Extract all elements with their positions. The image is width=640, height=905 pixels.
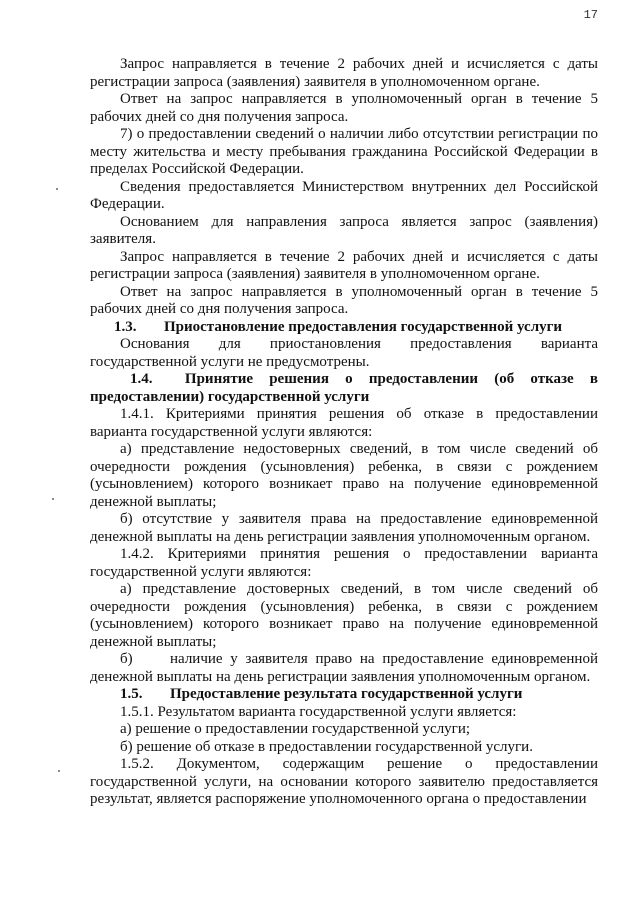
paragraph-6: Запрос направляется в течение 2 рабочих дней и исчисляется с даты регистрации запроса (заявления) заявителя в уполномоченном органе. bbox=[90, 248, 598, 282]
paragraph-10: а) представление недостоверных сведений, в том числе сведений об очередности рождения (усыновления) ребенка, в связи с рождением (усыновлением) которого возникает право на получение единовременной денежной выплаты; bbox=[90, 441, 598, 510]
paragraph-14 bbox=[90, 651, 598, 686]
list-text: наличие у заявителя право на предоставление единовременной денежной выплаты на день регистрации заявления уполномоченным органом. bbox=[90, 651, 598, 685]
section-title: Принятие решения о предоставлении (об отказе в предоставлении) государственной услуги bbox=[90, 371, 598, 405]
list-label: б) bbox=[120, 651, 133, 667]
paragraph-16: а) решение о предоставлении государственной услуги; bbox=[120, 721, 471, 737]
paragraph-9: 1.4.1. Критериями принятия решения об отказе в предоставлении варианта государственной услуги являются: bbox=[90, 406, 598, 440]
scan-speck bbox=[58, 770, 60, 772]
paragraph-13: а) представление достоверных сведений, в том числе сведений об очередности рождения (усыновления) ребенка, в связи с рождением (усыновлением) которого возникает право на получение единовременной денежной выплаты; bbox=[90, 581, 598, 650]
paragraph-4: Сведения предоставляется Министерством внутренних дел Российской Федерации. bbox=[90, 178, 598, 212]
paragraph-1: Запрос направляется в течение 2 рабочих дней и исчисляется с даты регистрации запроса (заявления) заявителя в уполномоченном органе. bbox=[90, 56, 598, 90]
scan-speck bbox=[52, 498, 54, 500]
scan-speck bbox=[56, 188, 58, 190]
section-title: Приостановление предоставления государственной услуги bbox=[164, 318, 563, 335]
section-heading-1-3 bbox=[90, 319, 598, 337]
paragraph-18: 1.5.2. Документом, содержащим решение о предоставлении государственной услуги, на основании которого заявителю предоставляется результат, является распоряжение уполномоченного органа о предоставлении bbox=[90, 756, 598, 807]
document-body bbox=[90, 56, 598, 809]
section-heading-1-5 bbox=[90, 686, 598, 704]
paragraph-3: 7) о предоставлении сведений о наличии либо отсутствии регистрации по месту жительства и месту пребывания гражданина Российской Федерации в пределах Российской Федерации. bbox=[90, 126, 598, 177]
page-number: 17 bbox=[583, 8, 598, 22]
paragraph-12: 1.4.2. Критериями принятия решения о предоставлении варианта государственной услуги являются: bbox=[90, 546, 598, 580]
paragraph-5: Основанием для направления запроса является запрос (заявления) заявителя. bbox=[90, 213, 598, 247]
paragraph-17: б) решение об отказе в предоставлении государственной услуги. bbox=[120, 738, 533, 755]
paragraph-7: Ответ на запрос направляется в уполномоченный орган в течение 5 рабочих дней со дня получения запроса. bbox=[90, 283, 598, 317]
section-number: 1.5. bbox=[120, 686, 143, 702]
paragraph-15: 1.5.1. Результатом варианта государственной услуги является: bbox=[120, 703, 517, 720]
section-number: 1.3. bbox=[114, 318, 137, 335]
paragraph-11: б) отсутствие у заявителя права на предоставление единовременной денежной выплаты на день регистрации заявления уполномоченным органом. bbox=[90, 511, 598, 545]
section-heading-1-4 bbox=[90, 371, 598, 406]
section-number: 1.4. bbox=[130, 371, 153, 387]
paragraph-8: Основания для приостановления предоставления варианта государственной услуги не предусмотрены. bbox=[90, 336, 598, 370]
section-title: Предоставление результата государственной услуги bbox=[170, 686, 523, 702]
paragraph-2: Ответ на запрос направляется в уполномоченный орган в течение 5 рабочих дней со дня получения запроса. bbox=[90, 91, 598, 125]
